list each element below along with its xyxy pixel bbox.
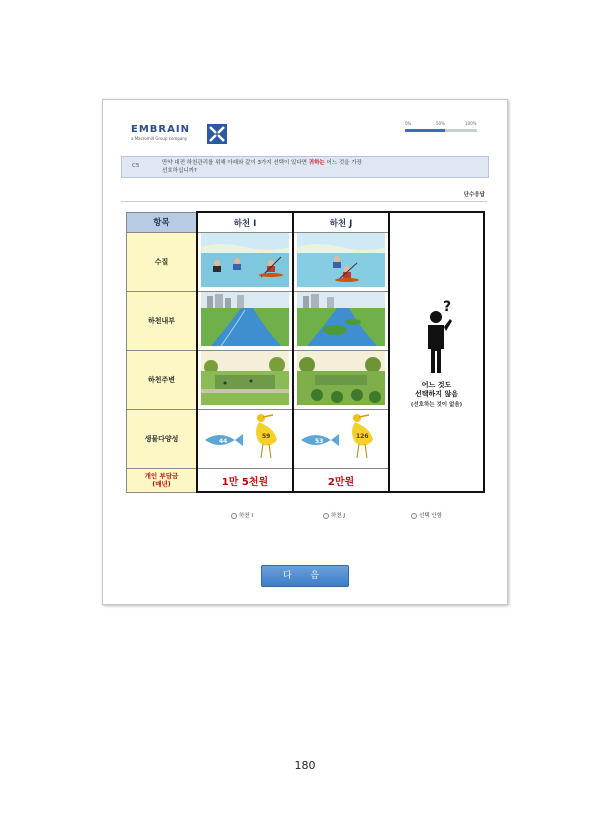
fish-count-j: 53 bbox=[315, 438, 324, 445]
option-river-j[interactable] bbox=[323, 511, 345, 519]
option-river-i[interactable] bbox=[231, 511, 253, 519]
river-inside-i-image bbox=[197, 292, 293, 351]
fish-bird-icon bbox=[297, 410, 385, 464]
no-choice-sub: (선호하는 것이 없음) bbox=[410, 401, 463, 408]
macromill-logo-icon bbox=[207, 124, 227, 144]
svg-text:?: ? bbox=[442, 298, 451, 315]
cost-river-i: 1만 5천원 bbox=[197, 469, 293, 493]
fish-bird-icon bbox=[201, 410, 289, 464]
progress-bar bbox=[405, 129, 477, 132]
question-box bbox=[121, 156, 489, 178]
question-text-after: 어느 것을 가장 bbox=[324, 160, 362, 166]
river-inside-j-image bbox=[293, 292, 389, 351]
row-label-biodiversity: 생물다양성 bbox=[127, 410, 198, 469]
next-button[interactable]: 다 음 bbox=[261, 565, 349, 587]
choice-table bbox=[126, 211, 485, 493]
river-channel-icon bbox=[201, 292, 289, 346]
river-channel-icon bbox=[297, 292, 385, 346]
radio-icon[interactable] bbox=[411, 513, 417, 519]
row-label-water-quality: 수질 bbox=[127, 233, 198, 292]
park-scene-icon bbox=[297, 351, 385, 405]
bird-count-j: 126 bbox=[356, 433, 369, 440]
answer-type-label: 단수응답 bbox=[463, 192, 485, 198]
park-scene-icon bbox=[201, 351, 289, 405]
no-choice-line2: 선택하지 않음 bbox=[414, 389, 458, 398]
radio-icon[interactable] bbox=[231, 513, 237, 519]
thinking-person-icon bbox=[417, 297, 457, 377]
row-label-cost bbox=[127, 469, 198, 493]
progress-label-50: 50% bbox=[436, 121, 445, 126]
header-river-i: 하천 I bbox=[197, 212, 293, 233]
no-choice-line1: 어느 것도 bbox=[421, 380, 452, 389]
option-none[interactable] bbox=[411, 511, 442, 519]
embrain-logo bbox=[131, 124, 190, 141]
river-surroundings-i-image bbox=[197, 351, 293, 410]
kayak-scene-icon bbox=[201, 233, 289, 287]
header-river-j: 하천 J bbox=[293, 212, 389, 233]
kayak-scene-icon bbox=[297, 233, 385, 287]
question-text bbox=[162, 159, 482, 175]
logo-tagline: a Macromill Group company bbox=[131, 136, 188, 141]
question-text-line2: 선호하십니까? bbox=[162, 168, 197, 174]
progress-label-100: 100% bbox=[465, 121, 477, 126]
question-number: C5 bbox=[132, 163, 140, 169]
biodiversity-i-cell bbox=[197, 410, 293, 469]
bird-count-i: 59 bbox=[262, 433, 271, 440]
option-none-label: 선택 안함 bbox=[419, 513, 443, 519]
option-river-i-label: 하천 I bbox=[239, 513, 253, 519]
page-number: 180 bbox=[294, 759, 316, 772]
progress-fill bbox=[405, 129, 445, 132]
divider bbox=[121, 201, 487, 202]
row-label-river-inside: 하천내부 bbox=[127, 292, 198, 351]
biodiversity-j-cell bbox=[293, 410, 389, 469]
survey-frame bbox=[102, 99, 508, 605]
fish-count-i: 44 bbox=[219, 438, 228, 445]
radio-icon[interactable] bbox=[323, 513, 329, 519]
cost-river-j: 2만원 bbox=[293, 469, 389, 493]
cost-label-line2: (매년) bbox=[152, 480, 171, 489]
row-label-river-surroundings: 하천주변 bbox=[127, 351, 198, 410]
water-quality-i-image bbox=[197, 233, 293, 292]
option-river-j-label: 하천 J bbox=[331, 513, 345, 519]
progress-indicator bbox=[405, 121, 477, 132]
water-quality-j-image bbox=[293, 233, 389, 292]
logo-wordmark: EMBRAIN bbox=[131, 124, 190, 135]
question-text-before: 만약 대전 하천관리를 위해 아래와 같이 3가지 선택이 있다면 bbox=[162, 160, 309, 166]
cost-label-line1: 개인 부담금 bbox=[144, 472, 179, 481]
header-item: 항목 bbox=[127, 212, 198, 233]
progress-label-0: 0% bbox=[405, 121, 412, 126]
question-highlight: 귀하는 bbox=[308, 160, 325, 166]
river-surroundings-j-image bbox=[293, 351, 389, 410]
no-choice-cell bbox=[389, 212, 484, 492]
